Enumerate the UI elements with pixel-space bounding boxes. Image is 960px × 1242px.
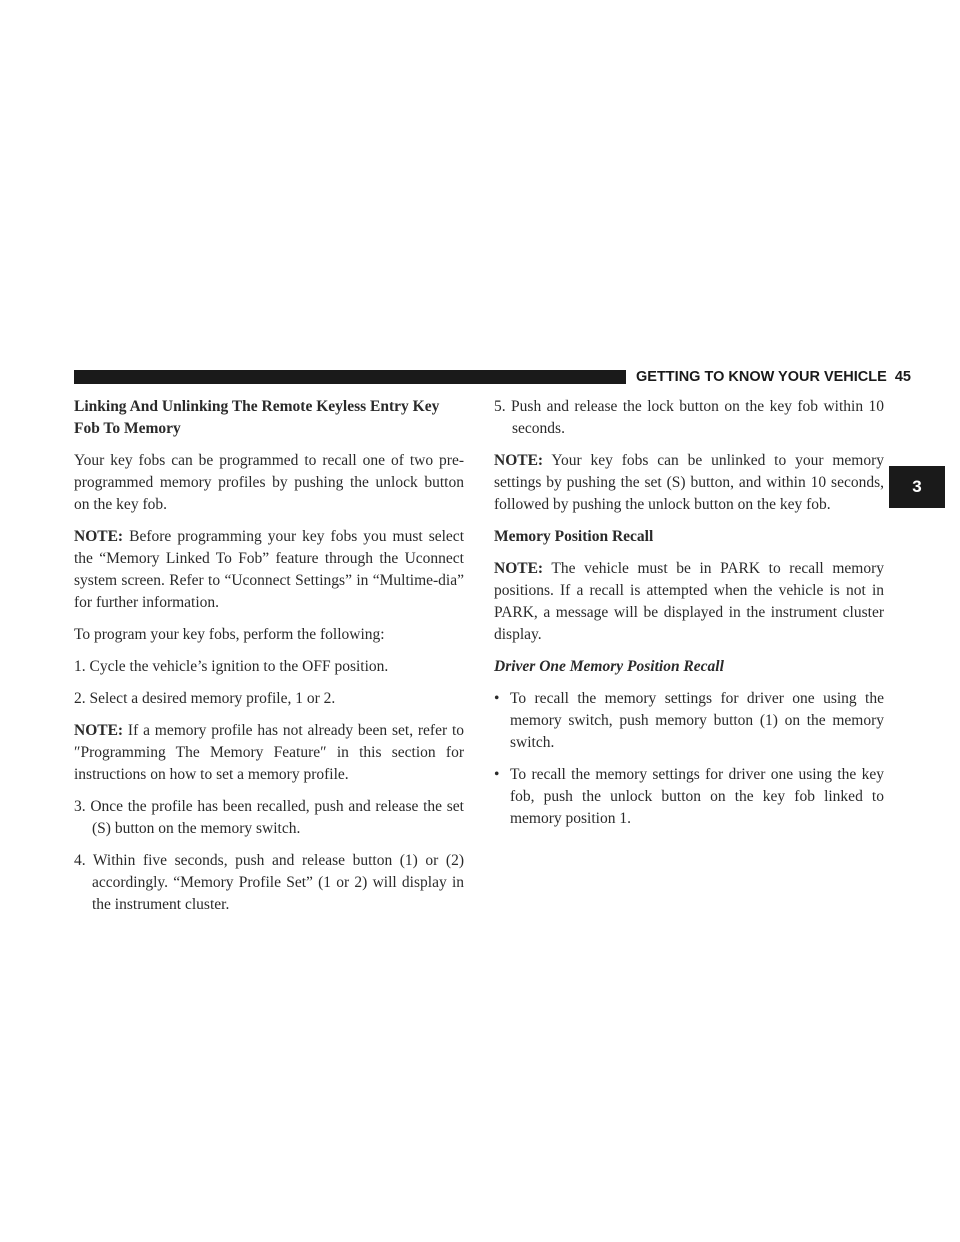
step-item: 2. Select a desired memory profile, 1 or 2. — [74, 690, 336, 707]
note-paragraph — [494, 558, 884, 646]
note-text: Before programming your key fobs you must select the “Memory Linked To Fob” feature through the Uconnect system screen. Refer to “Uconnect Settings” in “Multime-dia” for further information. — [74, 528, 464, 611]
step-item: 5. Push and release the lock button on the key fob within 10 seconds. — [494, 398, 884, 437]
note-label: NOTE: — [494, 452, 544, 469]
subsection-heading: Driver One Memory Position Recall — [494, 658, 724, 675]
bullet-icon: • — [494, 766, 500, 783]
bullet-item — [494, 688, 884, 754]
step-item: 1. Cycle the vehicle’s ignition to the OFF position. — [74, 658, 389, 675]
note-paragraph — [494, 450, 884, 516]
note-text: If a memory profile has not already been set, refer to ″Programming The Memory Feature″ in this section for instructions on how to set a memory profile. — [74, 722, 465, 783]
running-header-title: GETTING TO KNOW YOUR VEHICLE — [636, 369, 887, 385]
bullet-text: To recall the memory settings for driver one using the key fob, push the unlock button on the key fob linked to memory position 1. — [510, 766, 884, 827]
bullet-icon: • — [494, 690, 500, 707]
note-label: NOTE: — [494, 560, 544, 577]
chapter-tab: 3 — [889, 466, 945, 508]
header-rule — [74, 370, 626, 384]
page-number: 45 — [894, 369, 911, 385]
program-intro: To program your key fobs, perform the following: — [74, 626, 385, 643]
section-heading: Linking And Unlinking The Remote Keyless Entry Key Fob To Memory — [74, 398, 440, 437]
bullet-item — [494, 764, 884, 830]
note-text: The vehicle must be in PARK to recall memory positions. If a recall is attempted when the vehicle is not in PARK, a message will be displayed in the instrument cluster display. — [494, 560, 884, 643]
intro-paragraph: Your key fobs can be programmed to recall one of two pre-programmed memory profiles by pushing the unlock button on the key fob. — [74, 452, 464, 513]
note-label: NOTE: — [74, 528, 124, 545]
section-heading: Memory Position Recall — [494, 528, 654, 545]
right-column — [494, 392, 884, 840]
step-item: 4. Within five seconds, push and release button (1) or (2) accordingly. “Memory Profile Set” (1 or 2) will display in the instrument cluster. — [74, 852, 464, 913]
note-paragraph — [74, 526, 464, 614]
note-text: Your key fobs can be unlinked to your memory settings by pushing the set (S) button, and within 10 seconds, followed by pushing the unlock button on the key fob. — [494, 452, 884, 513]
bullet-text: To recall the memory settings for driver one using the memory switch, push memory button (1) on the memory switch. — [510, 690, 884, 751]
note-label: NOTE: — [74, 722, 124, 739]
note-paragraph — [74, 720, 464, 786]
step-item: 3. Once the profile has been recalled, push and release the set (S) button on the memory switch. — [74, 798, 464, 837]
running-header — [636, 366, 911, 388]
left-column — [74, 392, 464, 926]
